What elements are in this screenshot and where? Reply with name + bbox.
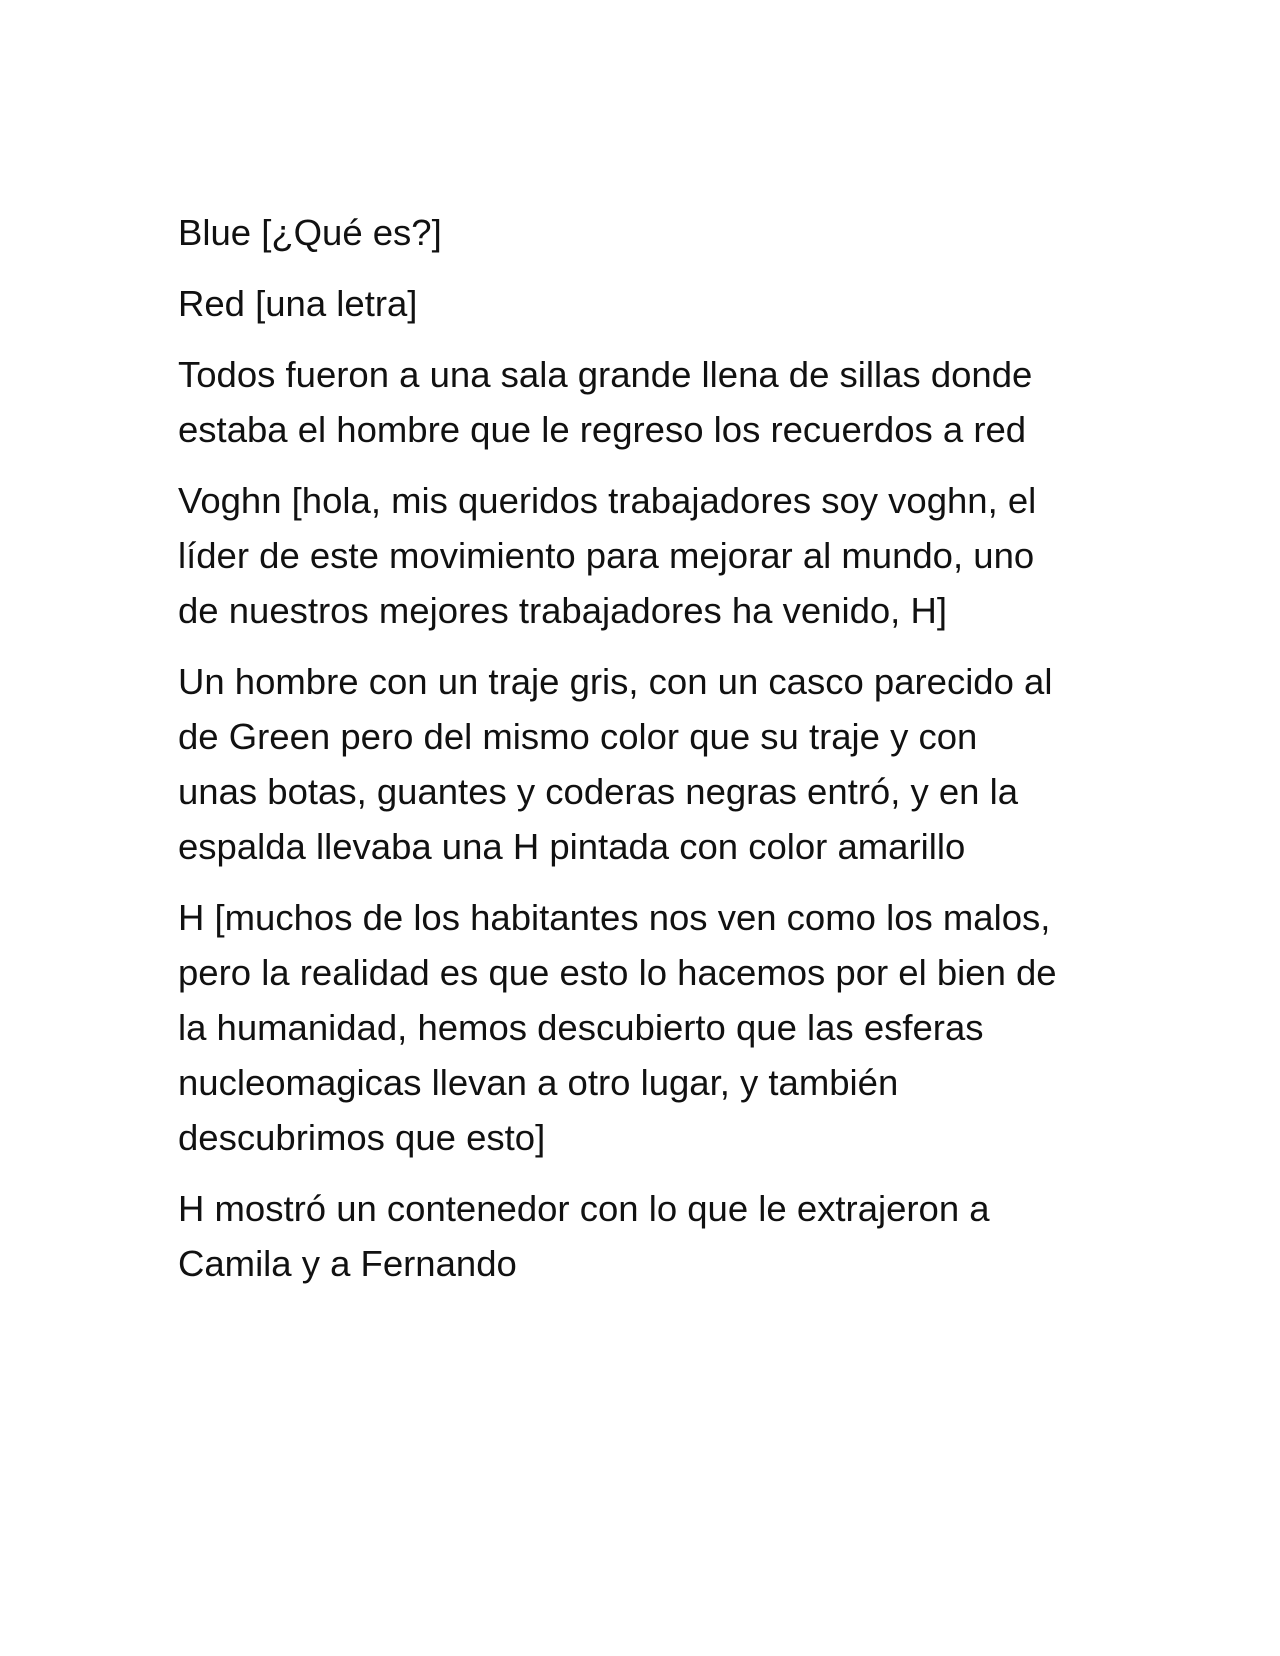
paragraph-narration-container: H mostró un contenedor con lo que le extrajeron a Camila y a Fernando bbox=[178, 1188, 990, 1284]
paragraph-red-line: Red [una letra] bbox=[178, 283, 418, 324]
paragraph-narration-room: Todos fueron a una sala grande llena de sillas donde estaba el hombre que le regreso los recuerdos a red bbox=[178, 354, 1033, 450]
paragraph-h-line: H [muchos de los habitantes nos ven como los malos, pero la realidad es que esto lo hacemos por el bien de la humanidad, hemos descubierto que las esferas nucleomagicas llevan a otro lugar, y también descubrimos que esto] bbox=[178, 897, 1057, 1158]
paragraph-narration-h-description: Un hombre con un traje gris, con un casco parecido al de Green pero del mismo color que su traje y con unas botas, guantes y coderas negras entró, y en la espalda llevaba una H pintada con color amarillo bbox=[178, 661, 1053, 867]
paragraph-voghn-line: Voghn [hola, mis queridos trabajadores soy voghn, el líder de este movimiento para mejorar al mundo, uno de nuestros mejores trabajadores ha venido, H] bbox=[178, 480, 1037, 631]
paragraph-blue-line: Blue [¿Qué es?] bbox=[178, 212, 442, 253]
document-body bbox=[178, 205, 1118, 1307]
